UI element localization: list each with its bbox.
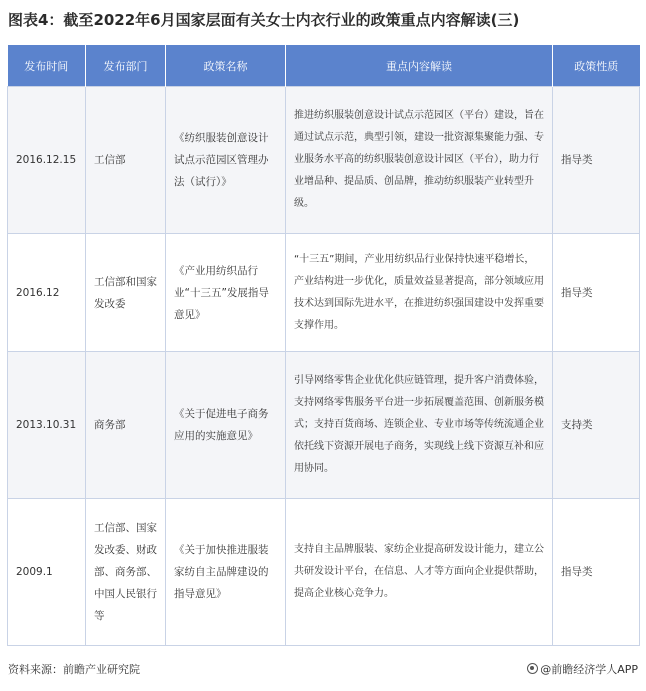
column-header-date: 发布时间 [8, 45, 86, 87]
cell-policy-name: 《关于加快推进服装家纺自主品牌建设的指导意见》 [166, 499, 286, 646]
cell-department: 工信部 [86, 87, 166, 234]
cell-date: 2013.10.31 [8, 352, 86, 499]
column-header-policy-name: 政策名称 [166, 45, 286, 87]
table-row [8, 87, 640, 234]
table-header-row [8, 45, 640, 87]
brand-logo-icon [527, 663, 538, 674]
page-title: 图表4：截至2022年6月国家层面有关女士内衣行业的政策重点内容解读(三) [8, 11, 520, 29]
brand-credit [527, 662, 638, 678]
cell-content: 支持自主品牌服装、家纺企业提高研发设计能力，建立公共研发设计平台，在信息、人才等方面向企业提供帮助，提高企业核心竞争力。 [286, 499, 553, 646]
cell-policy-name: 《关于促进电子商务应用的实施意见》 [166, 352, 286, 499]
cell-content: 引导网络零售企业优化供应链管理，提升客户消费体验，支持网络零售服务平台进一步拓展覆盖范围、创新服务模式；支持百货商场、连锁企业、专业市场等传统流通企业依托线下资源开展电子商务，实现线上线下资源互补和应用协同。 [286, 352, 553, 499]
column-header-department: 发布部门 [86, 45, 166, 87]
cell-nature: 指导类 [553, 234, 640, 352]
source-note: 资料来源：前瞻产业研究院 [8, 663, 140, 676]
cell-department: 工信部和国家发改委 [86, 234, 166, 352]
cell-date: 2016.12.15 [8, 87, 86, 234]
table-row [8, 352, 640, 499]
cell-department: 商务部 [86, 352, 166, 499]
cell-nature: 指导类 [553, 87, 640, 234]
cell-content: “十三五”期间，产业用纺织品行业保持快速平稳增长，产业结构进一步优化，质量效益显著提高，部分领域应用技术达到国际先进水平，在推进纺织强国建设中发挥重要支撑作用。 [286, 234, 553, 352]
brand-credit-text: @前瞻经济学人APP [540, 663, 638, 676]
column-header-nature: 政策性质 [553, 45, 640, 87]
cell-nature: 支持类 [553, 352, 640, 499]
cell-date: 2016.12 [8, 234, 86, 352]
cell-nature: 指导类 [553, 499, 640, 646]
cell-policy-name: 《产业用纺织品行业“十三五”发展指导意见》 [166, 234, 286, 352]
column-header-content: 重点内容解读 [286, 45, 553, 87]
cell-policy-name: 《纺织服装创意设计试点示范园区管理办法（试行）》 [166, 87, 286, 234]
table-row [8, 234, 640, 352]
table-row [8, 499, 640, 646]
cell-date: 2009.1 [8, 499, 86, 646]
cell-content: 推进纺织服装创意设计试点示范园区（平台）建设，旨在通过试点示范，典型引领，建设一批资源集聚能力强、专业服务水平高的纺织服装创意设计园区（平台），助力行业增品种、提品质、创品牌，推动纺织服装产业转型升级。 [286, 87, 553, 234]
policy-table [7, 45, 640, 646]
cell-department: 工信部、国家发改委、财政部、商务部、中国人民银行等 [86, 499, 166, 646]
